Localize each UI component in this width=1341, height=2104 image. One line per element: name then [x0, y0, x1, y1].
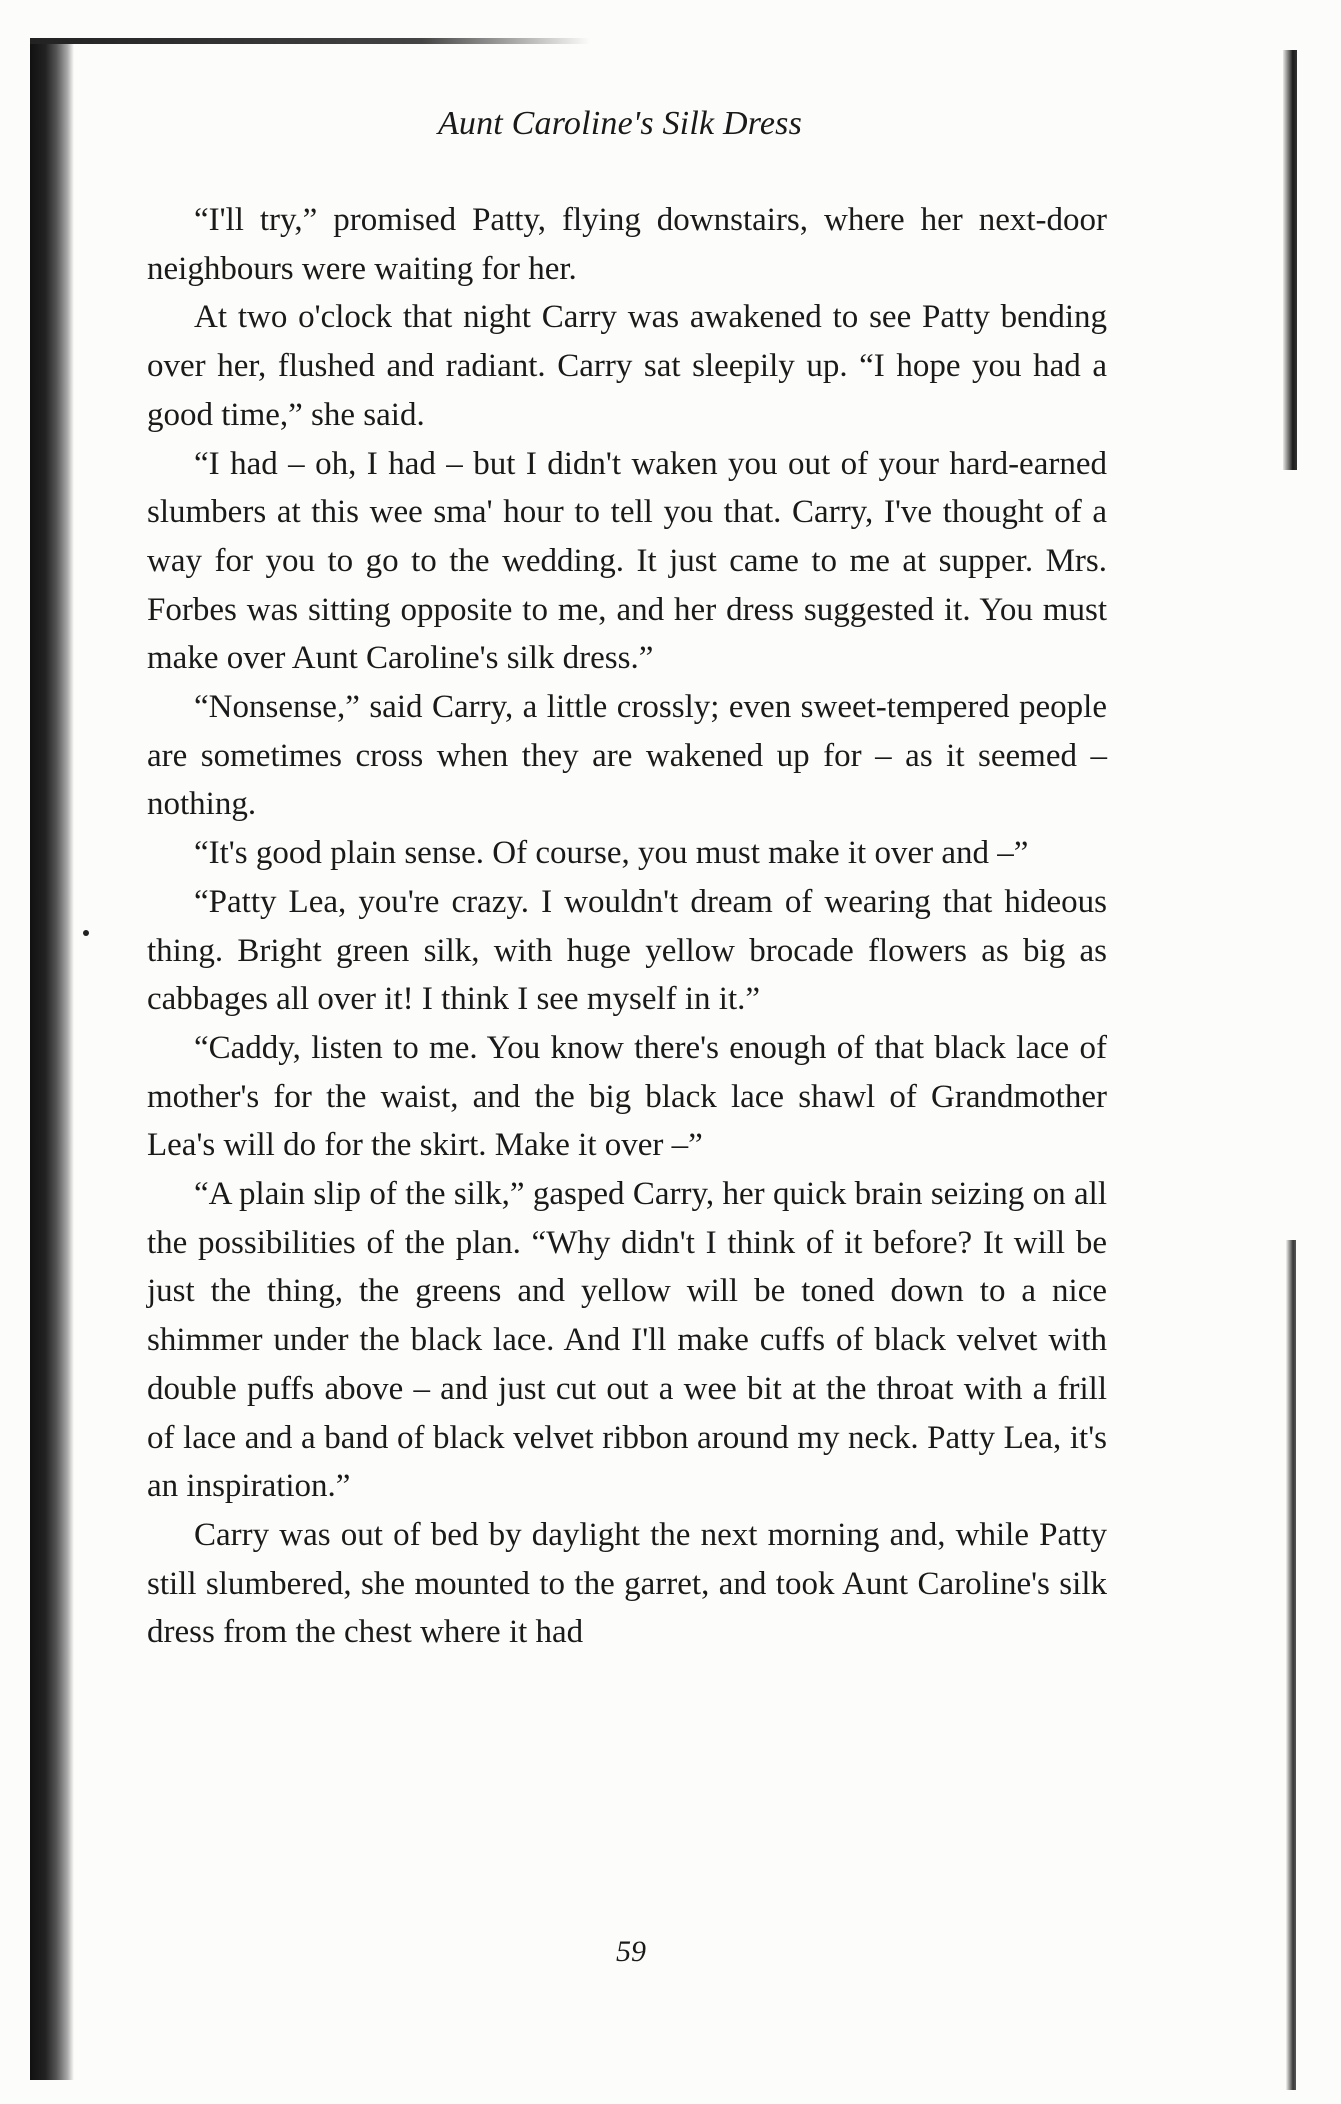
paragraph: Carry was out of bed by daylight the next morning and, while Patty still slumbered, she mounted to the garret, and took Aunt Caroline's silk dress from the chest where it had [147, 1516, 1107, 1651]
scan-top-edge [30, 38, 590, 44]
running-head: Aunt Caroline's Silk Dress [437, 105, 803, 142]
margin-mark [83, 930, 89, 936]
paragraph: At two o'clock that night Carry was awakened to see Patty bending over her, flushed and radiant. Carry sat sleepily up. “I hope you had a good time,” she said. [147, 299, 1107, 433]
body-text [147, 196, 1107, 1657]
scan-right-edge-lower [1286, 1240, 1296, 2090]
paragraph: “I had – oh, I had – but I didn't waken you out of your hard-earned slumbers at this wee sma' hour to tell you that. Carry, I've thought of a way for you to go to the wedding. It just came to me at supper. Mrs. Forbes was sitting opposite to me, and her dress suggested it. You must make over Aunt Caroline's silk dress.” [147, 445, 1107, 677]
paragraph: “Caddy, listen to me. You know there's enough of that black lace of mother's for the waist, and the big black lace shawl of Grandmother Lea's will do for the skirt. Make it over –” [147, 1029, 1107, 1164]
paragraph: “It's good plain sense. Of course, you must make it over and –” [194, 835, 1029, 872]
spine-shadow [30, 40, 74, 2080]
paragraph: “I'll try,” promised Patty, flying downstairs, where her next-door neighbours were waiting for her. [147, 202, 1107, 287]
scan-right-edge-upper [1283, 50, 1297, 470]
paragraph: “Nonsense,” said Carry, a little crossly; even sweet-tempered people are sometimes cross when they are wakened up for – as it seemed – nothing. [147, 689, 1107, 823]
paragraph: “Patty Lea, you're crazy. I wouldn't dream of wearing that hideous thing. Bright green silk, with huge yellow brocade flowers as big as cabbages all over it! I think I see myself in it.” [147, 883, 1107, 1018]
page-number: 59 [616, 1935, 646, 1968]
paragraph: “A plain slip of the silk,” gasped Carry, her quick brain seizing on all the possibilities of the plan. “Why didn't I think of it before? It will be just the thing, the greens and yellow will be toned down to a nice shimmer under the black lace. And I'll make cuffs of black velvet with double puffs above – and just cut out a wee bit at the throat with a frill of lace and a band of black velvet ribbon around my neck. Patty Lea, it's an inspiration.” [147, 1176, 1107, 1505]
